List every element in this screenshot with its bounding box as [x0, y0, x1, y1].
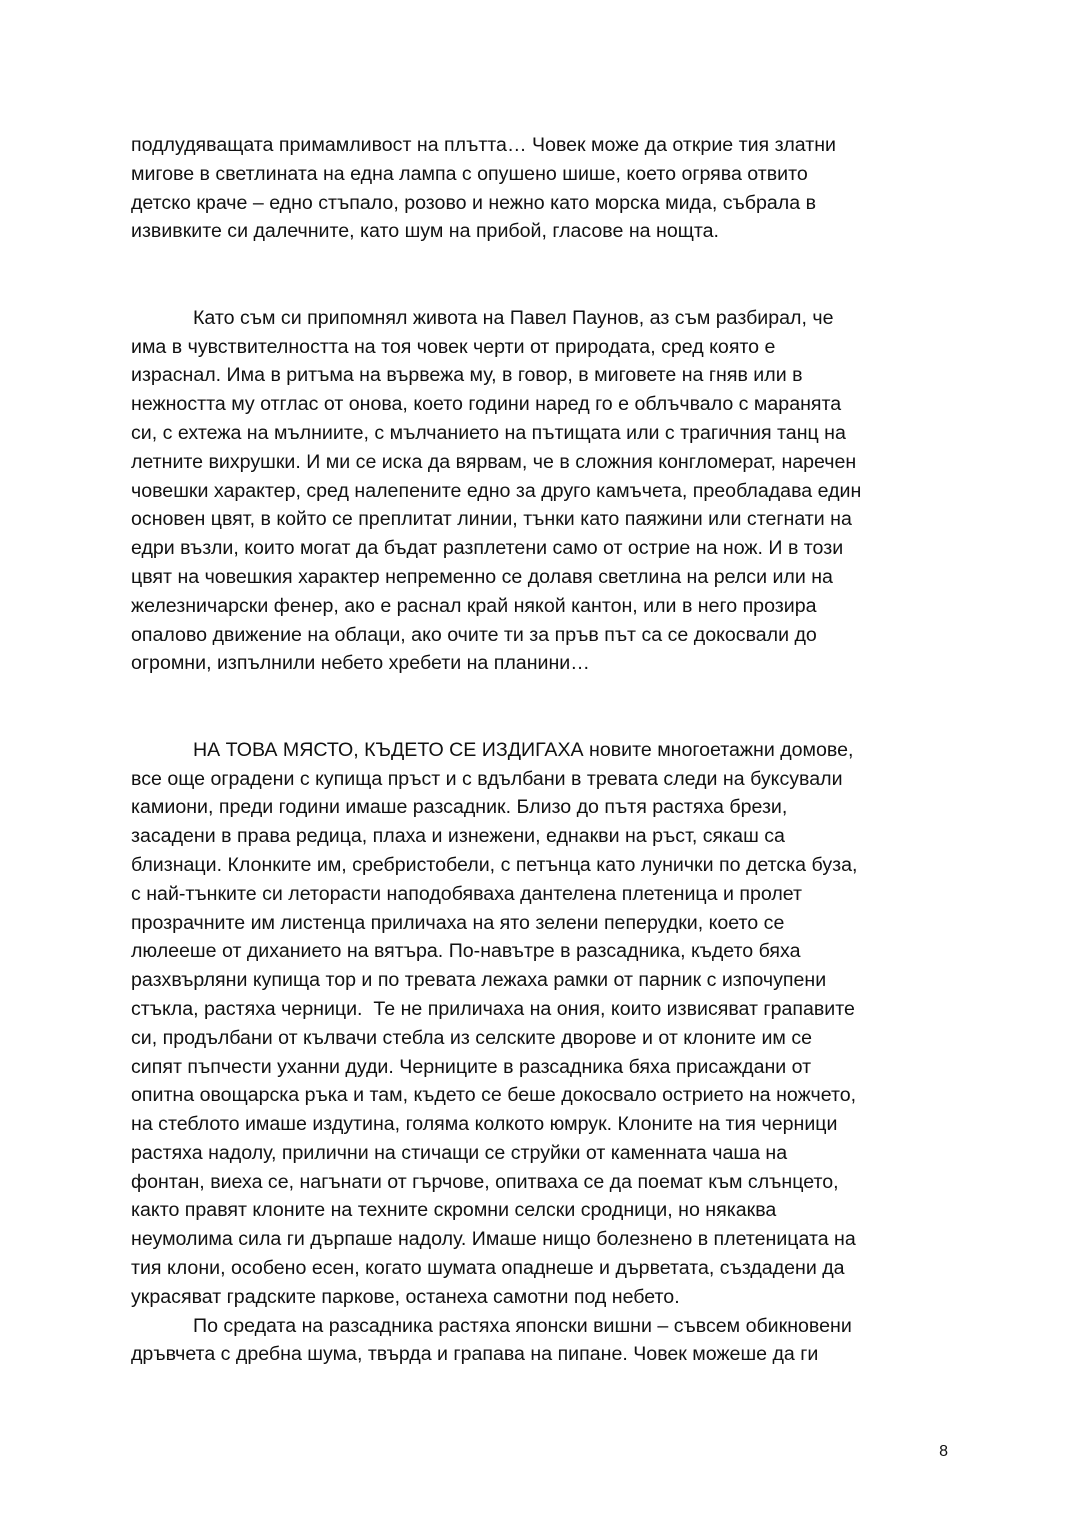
paragraph-3: НА ТОВА МЯСТО, КЪДЕТО СЕ ИЗДИГАХА новите многоетажни домове, все още оградени с купища пръст и с вдълбани в тревата следи на буксували камиони, преди години имаше разсадник. Близо до пътя растяха брези, засадени в права редица, плаха и изнежени, еднакви на ръст, сякаш са близнаци. Клонките им, сребристобели, с петънца като лунички по детска буза, с най-тънките си леторасти наподобяваха дантелена плетеница и пролет прозрачните им листенца приличаха на ято зелени пеперудки, което се люлееше от диханието на вятъра. По-навътре в разсадника, където бяха разхвърляни купища тор и по тревата лежаха рамки от парник с изпочупени стъкла, растяха черници. Те не приличаха на ония, които извисяват грапавите си, продълбани от кълвачи стебла из селските дворове и от клоните им се сипят пъпчести уханни дуди. Черниците в разсадника бяха присаждани от опитна овощарска ръка и там, където се беше докосвало острието на ножчето, на стеблото имаше издутина, голяма колкото юмрук. Клоните на тия черници растяха надолу, прилични на стичащи се струйки от каменната чаша на фонтан, виеха се, нагънати от гърчове, опитваха се да поемат към слънцето, както правят клоните на техните скромни селски сродници, но някаква неумолима сила ги дърпаше надолу. Имаше нищо болезнено в плетеницата на тия клони, особено есен, когато шумата опаднеше и дърветата, създадени да украсяват градските паркове, останеха самотни под небето. [131, 738, 858, 1308]
paragraph-1: подлудяващата примамливост на плътта… Човек може да открие тия златни мигове в светлината на една лампа с опушено шише, което огрява отвито детско краче – едно стъпало, розово и нежно като морска мида, събрала в извивките си далечните, като шум на прибой, гласове на нощта. [131, 134, 836, 243]
page-number: 8 [939, 1443, 948, 1460]
paragraph-2: Като съм си припомнял живота на Павел Паунов, аз съм разбирал, че има в чувствителността на тоя човек черти от природата, сред която е израснал. Има в ритъма на вървежа му, в говор, в миговете на гняв или в нежността му отглас от онова, което години наред го е облъчвало с маранята си, с ехтежа на мълниите, с мълчанието на пътищата или с трагичния танц на летните вихрушки. И ми се иска да вярвам, че в сложния конгломерат, наречен човешки характер, сред налепените едно за друго камъчета, преобладава един основен цвят, в който се преплитат линии, тънки като паяжини или стегнати на едри възли, които могат да бъдат разплетени само от острие на нож. И в този цвят на човешкия характер непременно се долавя светлина на релси или на железничарски фенер, ако е раснал край някой кантон, или в него прозира опалово движение на облаци, ако очите ти за пръв път са се докосвали до огромни, изпълнили небето хребети на планини… [131, 306, 862, 675]
document-body [131, 131, 961, 1369]
paragraph-4: По средата на разсадника растяха японски вишни – съвсем обикновени дръвчета с дребна шума, твърда и грапава на пипане. Човек можеше да ги [131, 1314, 852, 1366]
